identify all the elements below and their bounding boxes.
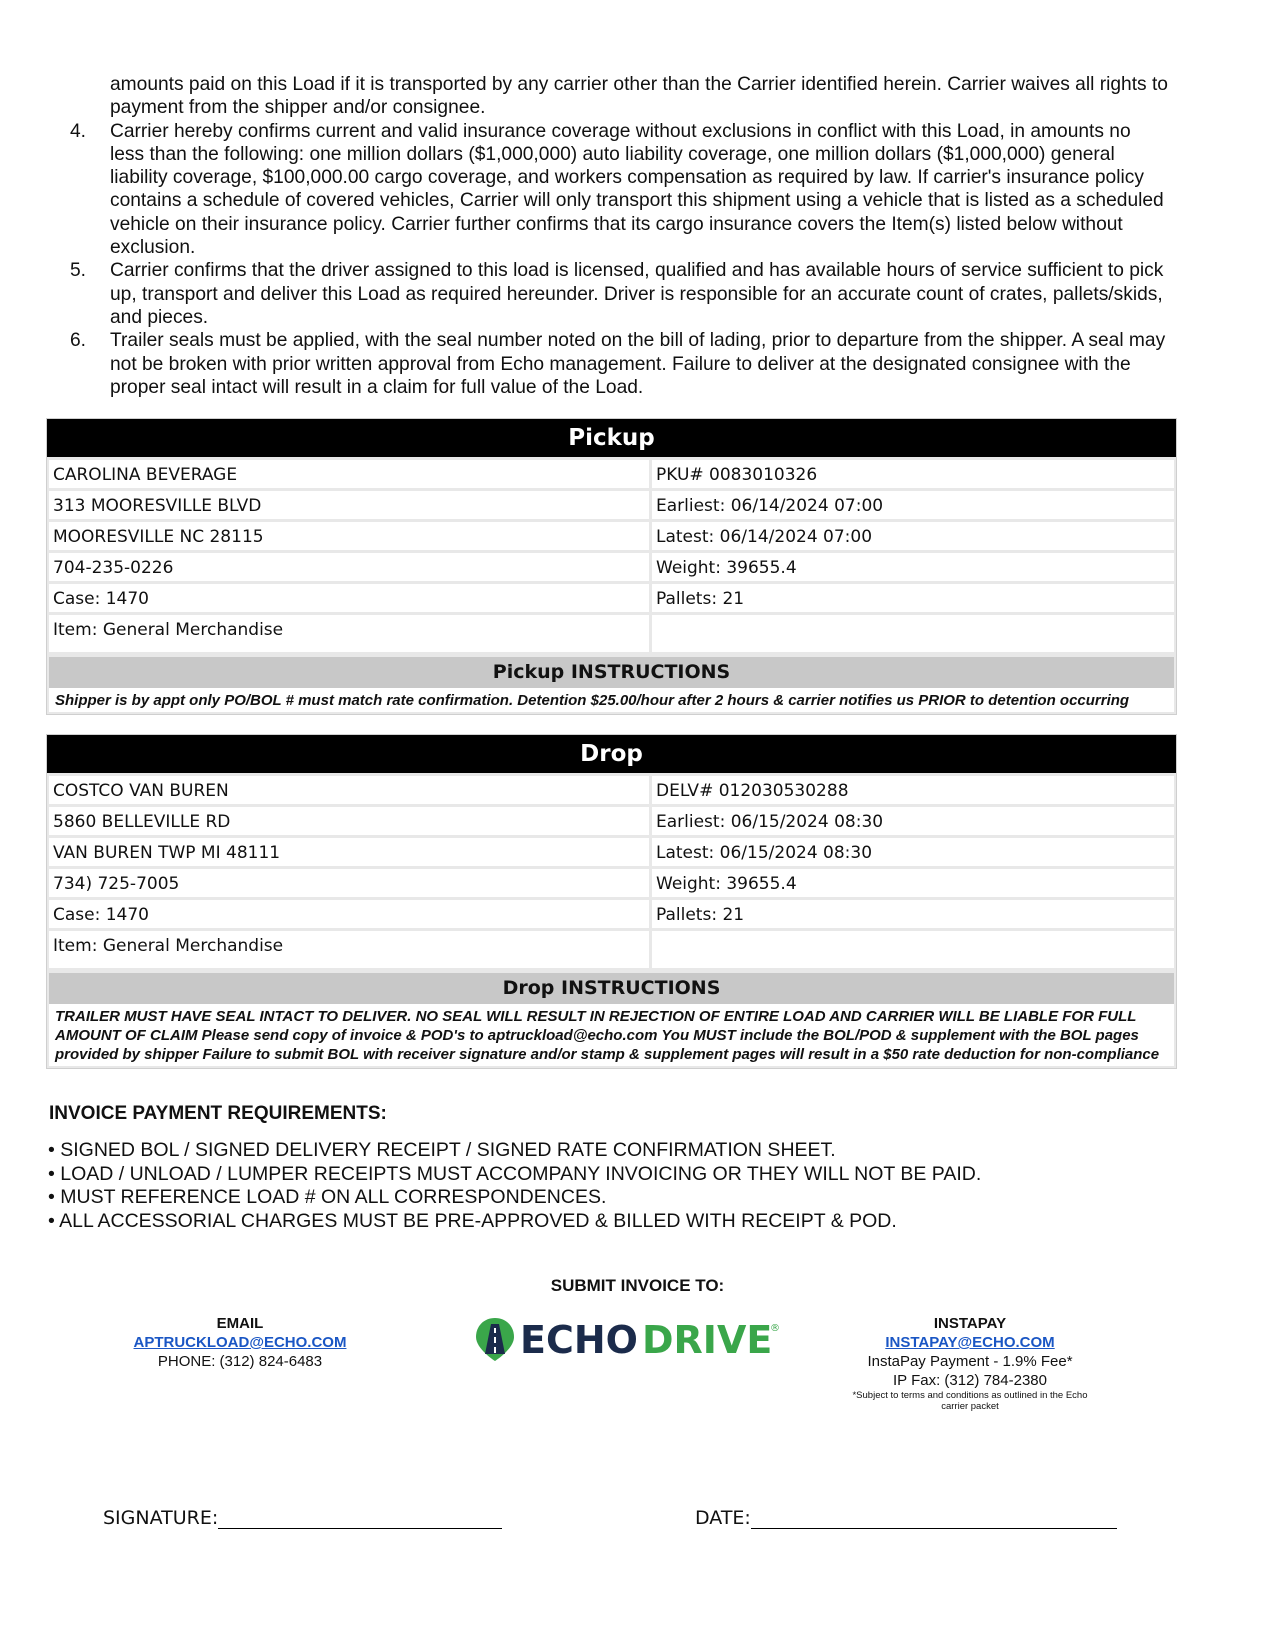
drop-section bbox=[46, 734, 1177, 1069]
drop-case: Case: 1470 bbox=[49, 900, 649, 928]
email-link[interactable]: APTRUCKLOAD@ECHO.COM bbox=[133, 1334, 347, 1351]
instapay-fee: InstaPay Payment - 1.9% Fee* bbox=[867, 1353, 1073, 1370]
pickup-pallets: Pallets: 21 bbox=[652, 584, 1174, 612]
instapay-heading: INSTAPAY bbox=[933, 1315, 1007, 1332]
pickup-city-state-zip: MOORESVILLE NC 28115 bbox=[49, 522, 649, 550]
pickup-earliest: Earliest: 06/14/2024 07:00 bbox=[652, 491, 1174, 519]
echodrive-logo bbox=[474, 1316, 784, 1362]
invoice-requirements-title: INVOICE PAYMENT REQUIREMENTS: bbox=[49, 1103, 387, 1124]
email-phone: PHONE: (312) 824-6483 bbox=[157, 1353, 323, 1370]
pickup-details-grid bbox=[47, 457, 1176, 654]
drop-empty-cell bbox=[652, 931, 1174, 968]
instapay-fax: IP Fax: (312) 784-2380 bbox=[893, 1372, 1047, 1389]
invoice-requirement: • MUST REFERENCE LOAD # ON ALL CORRESPONDENCES. bbox=[48, 1186, 607, 1208]
logo-word-drive: DRIVE bbox=[642, 1318, 773, 1362]
drop-instructions-title: Drop INSTRUCTIONS bbox=[49, 973, 1174, 1004]
terms-item bbox=[60, 120, 1170, 260]
delivery-number: DELV# 012030530288 bbox=[652, 776, 1174, 804]
email-heading: EMAIL bbox=[216, 1315, 264, 1332]
date-line bbox=[695, 1506, 1117, 1529]
signature-line bbox=[103, 1506, 502, 1529]
pickup-number: PKU# 0083010326 bbox=[652, 460, 1174, 488]
pickup-empty-cell bbox=[652, 615, 1174, 652]
invoice-requirement: • ALL ACCESSORIAL CHARGES MUST BE PRE-APPROVED & BILLED WITH RECEIPT & POD. bbox=[48, 1209, 897, 1232]
pickup-shipper-name: CAROLINA BEVERAGE bbox=[49, 460, 649, 488]
drop-address: 5860 BELLEVILLE RD bbox=[49, 807, 649, 835]
terms-item-number: 6. bbox=[70, 330, 87, 352]
pickup-item: Item: General Merchandise bbox=[49, 615, 649, 652]
date-label: DATE: bbox=[695, 1507, 751, 1529]
road-pin-icon bbox=[474, 1316, 784, 1362]
submit-invoice-title: SUBMIT INVOICE TO: bbox=[550, 1276, 725, 1295]
pickup-instructions: Shipper is by appt only PO/BOL # must match rate confirmation. Detention $25.00/hour after 2 hours & carrier notifies us PRIOR to detention occurring bbox=[49, 688, 1174, 712]
drop-pallets: Pallets: 21 bbox=[652, 900, 1174, 928]
drop-city-state-zip: VAN BUREN TWP MI 48111 bbox=[49, 838, 649, 866]
pickup-latest: Latest: 06/14/2024 07:00 bbox=[652, 522, 1174, 550]
drop-latest: Latest: 06/15/2024 08:30 bbox=[652, 838, 1174, 866]
invoice-requirement: • LOAD / UNLOAD / LUMPER RECEIPTS MUST ACCOMPANY INVOICING OR THEY WILL NOT BE PAID. bbox=[48, 1162, 982, 1185]
terms-item-number: 4. bbox=[70, 120, 87, 142]
drop-consignee-name: COSTCO VAN BUREN bbox=[49, 776, 649, 804]
terms-item-text: Carrier confirms that the driver assigned to this load is licensed, qualified and has available hours of service sufficient to pick up, transport and deliver this Load as required hereunder. Driver is responsible for an accurate count of crates, pallets/skids, and pieces. bbox=[110, 260, 1164, 328]
drop-phone: 734) 725-7005 bbox=[49, 869, 649, 897]
pickup-title: Pickup bbox=[47, 419, 1176, 457]
drop-instructions: TRAILER MUST HAVE SEAL INTACT TO DELIVER. NO SEAL WILL RESULT IN REJECTION OF ENTIRE LOAD AND CARRIER WILL BE LIABLE FOR FULL AMOUNT OF CLAIM Please send copy of invoice & POD's to aptruckload@echo.com You MUST include the BOL/POD & supplement with the BOL pages provided by shipper Failure to submit BOL with receiver signature and/or stamp & supplement pages will result in a $50 rate deduction for non-compliance bbox=[49, 1004, 1174, 1066]
pickup-case: Case: 1470 bbox=[49, 584, 649, 612]
terms-continuation: amounts paid on this Load if it is transported by any carrier other than the Carrier identified herein. Carrier waives all rights to payment from the shipper and/or consignee. bbox=[110, 74, 1168, 119]
pickup-address: 313 MOORESVILLE BLVD bbox=[49, 491, 649, 519]
terms-item-text: Trailer seals must be applied, with the seal number noted on the bill of lading, prior to departure from the shipper. A seal may not be broken with prior written approval from Echo management. Failure to deliver at the designated consignee with the proper seal intact will result in a claim for full value of the Load. bbox=[110, 330, 1166, 398]
date-field[interactable] bbox=[751, 1506, 1117, 1529]
logo-word-echo: ECHO bbox=[520, 1318, 638, 1362]
drop-weight: Weight: 39655.4 bbox=[652, 869, 1174, 897]
invoice-requirement: • SIGNED BOL / SIGNED DELIVERY RECEIPT / SIGNED RATE CONFIRMATION SHEET. bbox=[48, 1139, 836, 1161]
invoice-requirements-list bbox=[48, 1139, 981, 1233]
terms-section bbox=[60, 73, 1170, 399]
signature-field[interactable] bbox=[218, 1506, 502, 1529]
pickup-section bbox=[46, 418, 1177, 715]
instapay-link[interactable]: INSTAPAY@ECHO.COM bbox=[885, 1334, 1055, 1351]
pickup-phone: 704-235-0226 bbox=[49, 553, 649, 581]
logo-registered-mark: ® bbox=[770, 1323, 780, 1334]
terms-item-text: Carrier hereby confirms current and valid insurance coverage without exclusions in conflict with this Load, in amounts no less than the following: one million dollars ($1,000,000) auto liability coverage, one million dollars ($1,000,000) general liability coverage, $100,000.00 cargo coverage, and workers compensation as required by law. If carrier's insurance policy contains a schedule of covered vehicles, Carrier will only transport this shipment using a vehicle that is listed as a scheduled vehicle on their insurance policy. Carrier further confirms that its cargo insurance covers the Item(s) listed below without exclusion. bbox=[110, 120, 1164, 259]
drop-title: Drop bbox=[47, 735, 1176, 773]
email-contact-block bbox=[110, 1314, 370, 1371]
instapay-note: *Subject to terms and conditions as outlined in the Echo carrier packet bbox=[852, 1390, 1088, 1412]
terms-item bbox=[60, 329, 1170, 399]
drop-earliest: Earliest: 06/15/2024 08:30 bbox=[652, 807, 1174, 835]
instapay-contact-block bbox=[820, 1314, 1120, 1412]
pickup-instructions-title: Pickup INSTRUCTIONS bbox=[49, 657, 1174, 688]
terms-item bbox=[60, 259, 1170, 329]
drop-item: Item: General Merchandise bbox=[49, 931, 649, 968]
pickup-weight: Weight: 39655.4 bbox=[652, 553, 1174, 581]
terms-item-number: 5. bbox=[70, 260, 87, 282]
signature-label: SIGNATURE: bbox=[103, 1507, 219, 1529]
drop-details-grid bbox=[47, 773, 1176, 970]
